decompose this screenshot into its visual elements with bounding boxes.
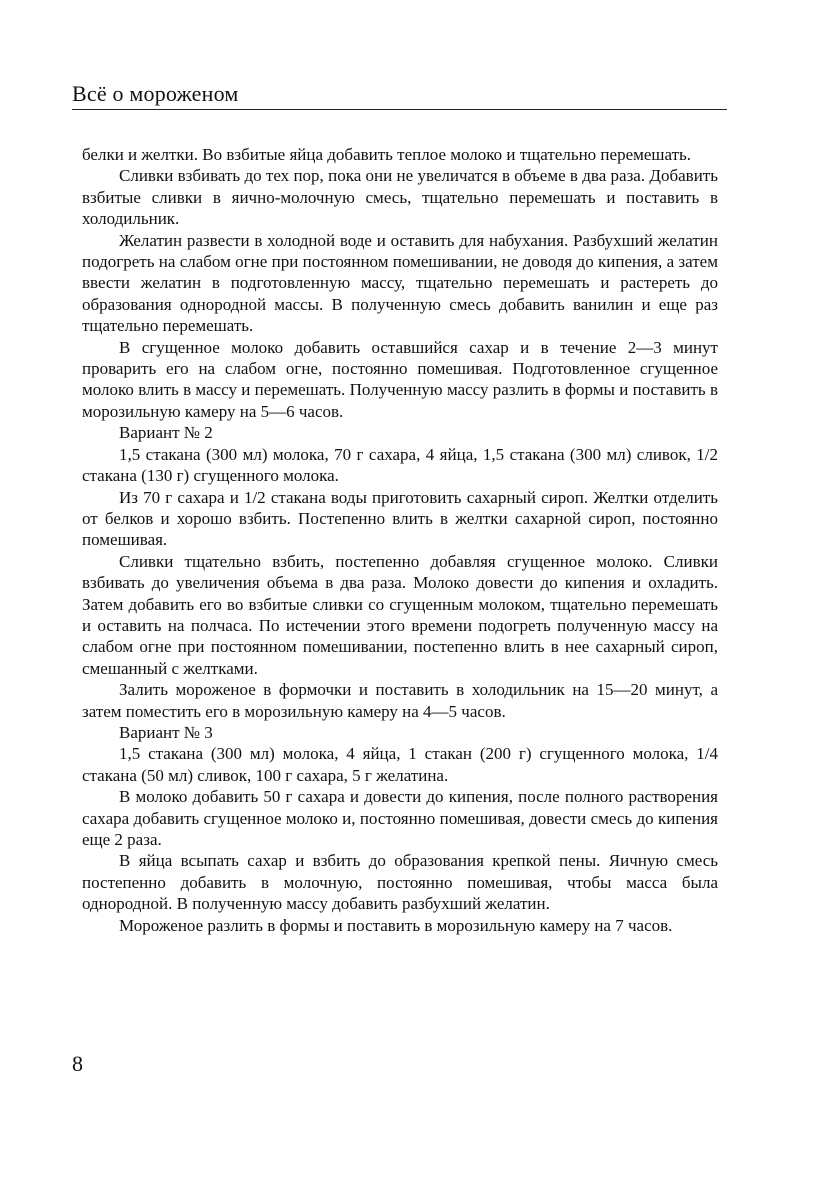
- variant-heading: Вариант № 3: [119, 722, 213, 742]
- paragraph: Сливки тщательно взбить, постепенно добавляя сгущенное молоко. Сливки взбивать до увеличения объема в два раза. Молоко довести до кипения и охладить. Затем добавить его во взбитые сливки со сгущенным молоком, тщательно перемешать и оставить на полчаса. По истечении этого времени подогреть полученную массу на слабом огне при постоянном помешивании, постепенно влить в нее сахарный сироп, смешанный с желтками.: [82, 551, 718, 678]
- paragraph: Сливки взбивать до тех пор, пока они не увеличатся в объеме в два раза. Добавить взбитые сливки в яично-молочную смесь, тщательно перемешать и поставить в холодильник.: [82, 166, 718, 229]
- paragraph: Залить мороженое в формочки и поставить в холодильник на 15—20 минут, а затем поместить его в морозильную камеру на 4—5 часов.: [82, 680, 718, 721]
- running-header: Всё о мороженом: [72, 81, 239, 106]
- paragraph: Желатин развести в холодной воде и оставить для набухания. Разбухший желатин подогреть на слабом огне при постоянном помешивании, не доводя до кипения, а затем ввести желатин в подготовленную массу, тщательно перемешать и растереть до образования однородной массы. В полученную смесь добавить ванилин и еще раз тщательно перемешать.: [82, 230, 718, 336]
- paragraph: В молоко добавить 50 г сахара и довести до кипения, после полного растворения сахара добавить сгущенное молоко и, постоянно помешивая, довести смесь до кипения еще 2 раза.: [82, 787, 718, 849]
- paragraph-continuation: белки и желтки. Во взбитые яйца добавить теплое молоко и тщательно перемешать.: [82, 145, 692, 164]
- page-number: 8: [72, 1051, 83, 1076]
- paragraph: Из 70 г сахара и 1/2 стакана воды приготовить сахарный сироп. Желтки отделить от белков и хорошо взбить. Постепенно влить в желтки сахарной сироп, постоянно помешивая.: [82, 487, 718, 550]
- variant-heading: Вариант № 2: [119, 423, 213, 443]
- paragraph: В яйца всыпать сахар и взбить до образования крепкой пены. Яичную смесь постепенно добавить в молочную, постоянно помешивая, чтобы масса была однородной. В полученную массу добавить разбухший желатин.: [82, 851, 718, 914]
- ingredients-list: 1,5 стакана (300 мл) молока, 70 г сахара, 4 яйца, 1,5 стакана (300 мл) сливок, 1/2 стакана (130 г) сгущенного молока.: [82, 444, 718, 486]
- ingredients-list: 1,5 стакана (300 мл) молока, 4 яйца, 1 стакан (200 г) сгущенного молока, 1/4 стакана (50 мл) сливок, 100 г сахара, 5 г желатина.: [82, 744, 718, 785]
- paragraph: Мороженое разлить в формы и поставить в морозильную камеру на 7 часов.: [119, 915, 673, 935]
- paragraph: В сгущенное молоко добавить оставшийся сахар и в течение 2—3 минут проварить его на слабом огне, постоянно помешивая. Подготовленное сгущенное молоко влить в массу и перемешать. Полученную массу разлить в формы и поставить в морозильную камеру на 5—6 часов.: [82, 337, 718, 421]
- body-text: [82, 144, 718, 936]
- header-rule: [72, 109, 727, 110]
